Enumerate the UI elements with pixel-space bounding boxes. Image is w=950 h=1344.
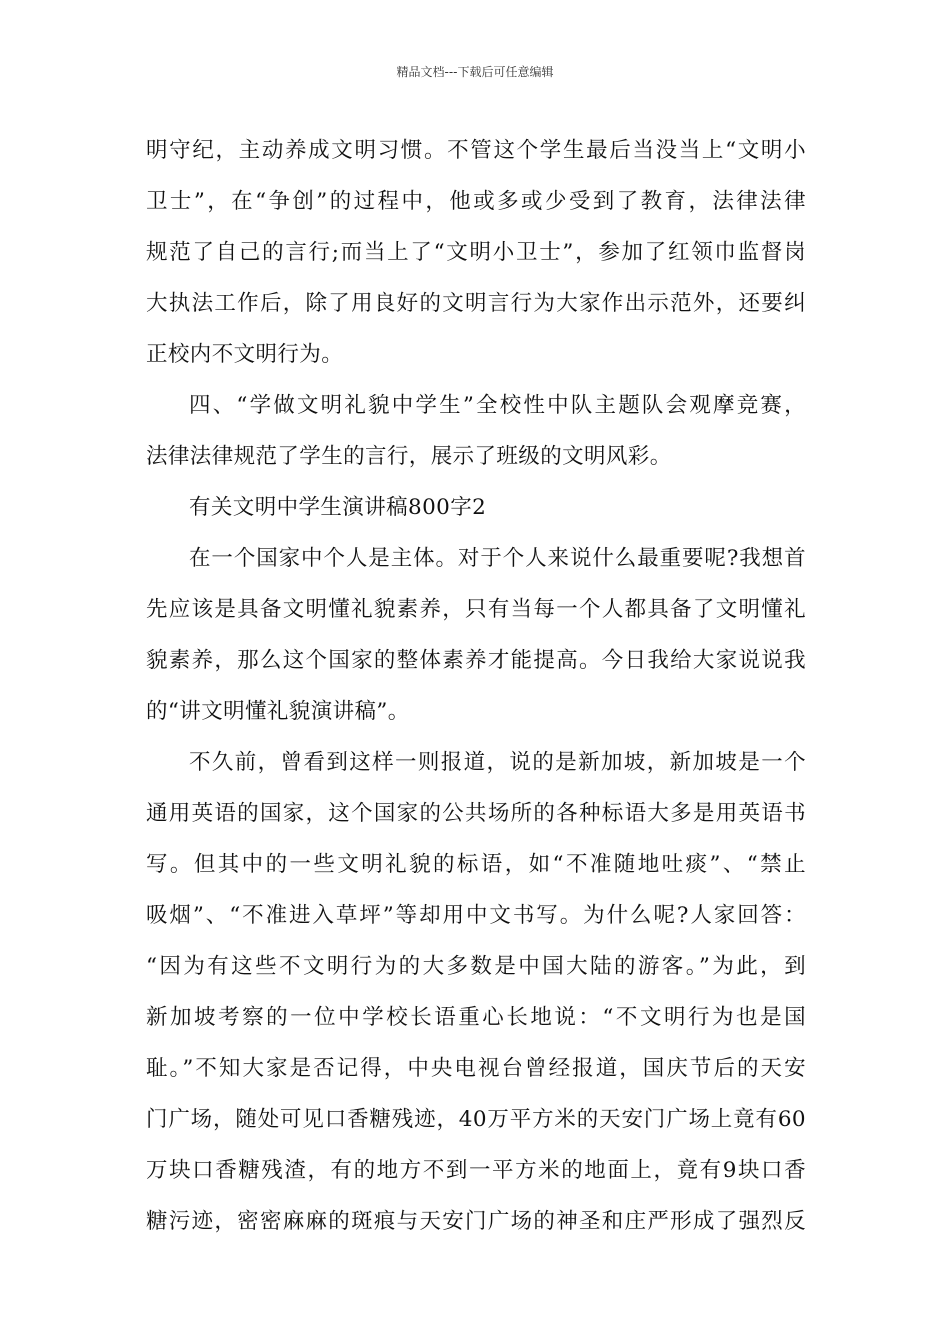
page-header: 精品文档---下载后可任意编辑 [396,65,554,79]
text-line: 的“讲文明懂礼貌演讲稿”。 [146,699,410,724]
text-line: 写。但其中的一些文明礼貌的标语，如“不准随地吐痰”、“禁止 [146,852,806,877]
text-line: 正校内不文明行为。 [146,342,344,367]
text-line: 明守纪，主动养成文明习惯。不管这个学生最后当没当上“文明小 [146,138,806,163]
text-line: 万块口香糖残渣，有的地方不到一平方米的地面上，竟有9块口香 [146,1158,806,1183]
text-line: 通用英语的国家，这个国家的公共场所的各种标语大多是用英语书 [146,801,806,826]
section-heading: 有关文明中学生演讲稿800字2 [189,495,487,520]
text-line: 在一个国家中个人是主体。对于个人来说什么最重要呢?我想首 [189,546,806,571]
text-line: 法律法律规范了学生的言行，展示了班级的文明风彩。 [146,444,672,469]
text-line: 耻。”不知大家是否记得，中央电视台曾经报道，国庆节后的天安 [146,1056,806,1081]
text-line: 不久前，曾看到这样一则报道，说的是新加坡，新加坡是一个 [189,750,806,775]
text-line: 貌素养，那么这个国家的整体素养才能提高。今日我给大家说说我 [146,648,806,673]
text-line: “因为有这些不文明行为的大多数是中国大陆的游客。”为此，到 [146,954,806,979]
document-body [146,128,806,1250]
text-line: 吸烟”、“不准进入草坪”等却用中文书写。为什么呢?人家回答： [146,903,806,928]
text-line: 大执法工作后，除了用良好的文明言行为大家作出示范外，还要纠 [146,291,806,316]
text-line: 门广场，随处可见口香糖残迹，40万平方米的天安门广场上竟有60 [146,1107,806,1132]
text-line: 糖污迹，密密麻麻的斑痕与天安门广场的神圣和庄严形成了强烈反 [146,1209,806,1234]
text-line: 规范了自己的言行;而当上了“文明小卫士”，参加了红领巾监督岗 [146,240,806,265]
text-line: 四、“学做文明礼貌中学生”全校性中队主题队会观摩竞赛， [189,393,806,418]
text-line: 新加坡考察的一位中学校长语重心长地说：“不文明行为也是国 [146,1005,806,1030]
text-line: 卫士”，在“争创”的过程中，他或多或少受到了教育，法律法律 [146,189,806,214]
text-line: 先应该是具备文明懂礼貌素养，只有当每一个人都具备了文明懂礼 [146,597,806,622]
